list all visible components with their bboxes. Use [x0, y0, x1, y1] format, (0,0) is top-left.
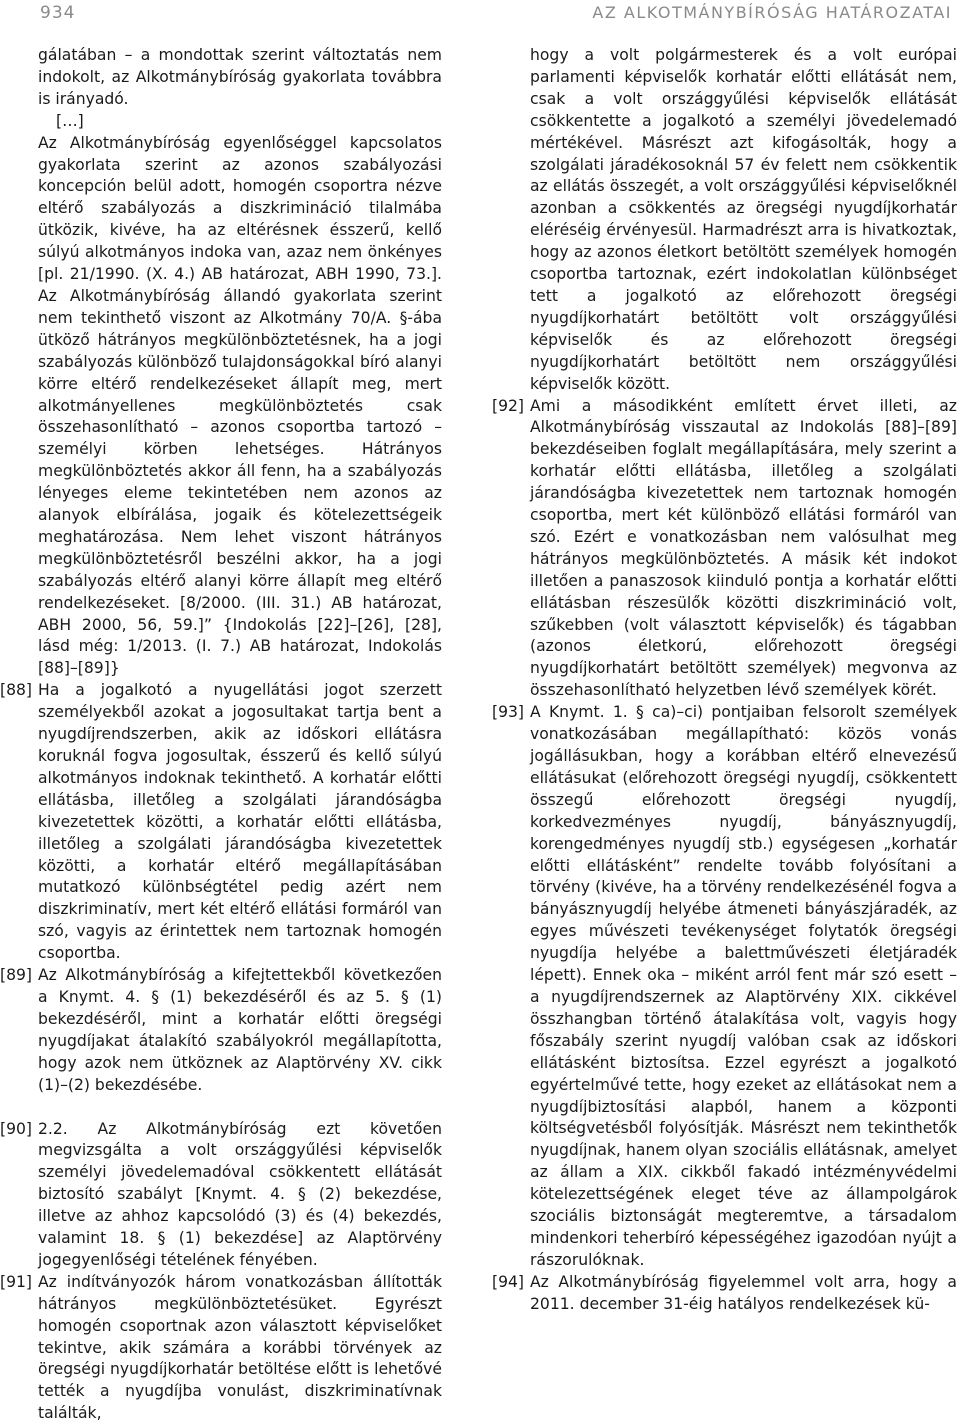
paragraph-94	[492, 1272, 957, 1316]
paragraph-number: [94]	[492, 1272, 525, 1291]
paragraph-text: Az Alkotmánybíróság a kifejtettekből következően a Knymt. 4. § (1) bekezdéséről és az 5. § (1) bekezdéséről, mint a korhatár előtti öregségi nyugdíjakat átalakító szabályokról megállapította, hogy azok nem ütköznek az Alaptörvény XV. cikk (1)–(2) bekezdésébe.	[38, 966, 442, 1094]
left-column	[0, 45, 442, 1425]
page-number: 934	[40, 3, 76, 23]
paragraph-text: 2.2. Az Alkotmánybíróság ezt követően megvizsgálta a volt országgyűlési képviselők személyi jövedelemadóval csökkentett ellátását biztosító szabályt [Knymt. 4. § (2) bekezdése, illetve az ahhoz kapcsolódó (3) és (4) bekezdés, valamint 18. § (1) bekezdése] az Alaptörvény jogegyenlőségi tételének fényében.	[38, 1119, 442, 1269]
paragraph-93	[492, 702, 957, 1272]
continued-text: gálatában – a mondottak szerint változtatás nem indokolt, az Alkotmánybíróság gyakorlata továbbra is irányadó.	[38, 46, 442, 108]
paragraph-89	[0, 965, 442, 1096]
paragraph-text: Ha a jogalkotó a nyugellátási jogot szerzett személyekből azokat a jogosultakat tartja bent a nyugdíjrendszerben, akik az időskori ellátásra koruknál fogva jogosultak, ésszerű és kellő súlyú alkotmányos indoknak tekinthető. A korhatár előtti ellátásba, illetőleg a szolgálati járandóságba kivezetettek közötti, a korhatár előtti ellátásba, illetőleg a szolgálati járandóságba kivezetettek közötti, a korhatár eltérő megállapításában mutatkozó különbségtétel pedig azért nem diszkriminatív, mert két eltérő ellátási formáról van szó, vagyis az érintettek nem tartoznak homogén csoportba.	[38, 681, 442, 963]
paragraph-92	[492, 396, 957, 703]
running-head: AZ ALKOTMÁNYBÍRÓSÁG HATÁROZATAI	[592, 3, 952, 22]
paragraph-text: A Knymt. 1. § ca)–ci) pontjaiban felsorolt személyek vonatkozásában megállapítható: közös vonás jogállásukban, hogy a korábban eltérő elnevezésű ellátásukat (előrehozott öregségi nyugdíj, csökkentett összegű előrehozott öregségi nyugdíj, korkedvezményes nyugdíj, bányásznyugdíj, korengedményes nyugdíj stb.) egységesen „korhatár előtti ellátásként” rendelte tovább folyósítani a törvény (kivéve, ha a törvény rendelkezésénél fogva a bányásznyugdíj helyébe átmeneti bányászjáradék, az egyes művészeti tevékenységet folytatók öregségi nyugdíja helyébe a balettművészeti életjáradék lépett). Ennek oka – miként arról fent már szó esett – a nyugdíjrendszernek az Alaptörvény XIX. cikkével összhangban történő átalakítása volt, vagyis hogy főszabály szerint nyugdíj valóban csak az időskori ellátásként biztosítsa. Ezzel egyrészt a jogalkotó egyértelművé tette, hogy ezeket az ellátásokat nem a nyugdíjbiztosítási alapból, hanem a központi költségvetésből folyósítják. Másrészt nem tekinthetők nyugdíjnak, hanem olyan szociális ellátásnak, amelyet az állam a XIX. cikkből fakadó intézményvédelmi kötelezettségének eleget téve az állampolgárok szociális biztonságát megteremtve, a társadalom mindenkori teherbíró képességéhez igazodóan nyújt a rászorulóknak.	[530, 703, 957, 1269]
paragraph-90	[0, 1119, 442, 1272]
block-quote: Az Alkotmánybíróság egyenlőséggel kapcsolatos gyakorlata szerint az azonos szabályozási koncepción belül adott, homogén csoportra nézve eltérő szabályozás a diszkrimináció tilalmába ütközik, kivéve, ha az eltérésnek ésszerű, kellő súlyú alkotmányos indoka van, azaz nem önkényes [pl. 21/1990. (X. 4.) AB határozat, ABH 1990, 73.]. Az Alkotmánybíróság állandó gyakorlata szerint nem tekinthető viszont az Alkotmány 70/A. §-ába ütköző hátrányos megkülönböztetésnek, ha a jogi szabályozás különböző tulajdonságokkal bíró alanyi körre eltérő rendelkezéseket állapít meg, mert alkotmányellenes megkülönböztetés csak összehasonlítható – azonos csoportba tartozó – személyi körben lehetséges. Hátrányos megkülönböztetés akkor áll fenn, ha a szabályozás lényeges eleme tekintetében nem azonos az alanyok elbírálása, jogaik és kötelezettségeik meghatározása. Nem lehet viszont hátrányos megkülönböztetésről beszélni akkor, ha a jogi szabályozás eltérő alanyi körre állapít meg eltérő rendelkezéseket. [8/2000. (III. 31.) AB határozat, ABH 2000, 56, 59.]” {Indokolás [22]–[26], [28], lásd még: 1/2013. (I. 7.) AB határozat, Indokolás [88]–[89]}	[38, 133, 442, 678]
paragraph-number: [91]	[0, 1272, 33, 1291]
continued-text: hogy a volt polgármesterek és a volt európai parlamenti képviselők korhatár előtti ellátását nem, csak a volt országgyűlési képviselők ellátását csökkentette a jogalkotó a személyi jövedelemadó mértékével. Másrészt azt kifogásolták, hogy a szolgálati járadékosoknál 57 év felett nem csökkentik az ellátás összegét, a volt országgyűlési képviselőknél azonban a csökkentés az öregségi nyugdíjkorhatár eléréséig érvényesül. Harmadrészt arra is hivatkoztak, hogy az azonos életkort betöltött személyek homogén csoportba tartoznak, ezért indokolatlan különbséget tett a jogalkotó az előrehozott öregségi nyugdíjkorhatárt betöltött volt országgyűlési képviselők és az előrehozott öregségi nyugdíjkorhatárt betöltött nem országgyűlési képviselők között.	[530, 46, 957, 393]
right-column	[492, 45, 957, 1316]
paragraph-number: [90]	[0, 1119, 33, 1138]
ellipsis: […]	[56, 111, 84, 130]
page-header	[0, 0, 960, 30]
paragraph-text: Az indítványozók három vonatkozásban állították hátrányos megkülönböztetésüket. Egyrészt homogén csoportnak azon választott képviselőket tekintve, akik számára a korábbi törvények az öregségi nyugdíjkorhatár betöltése előtt is lehetővé tették a nyugdíjba vonulást, diszkriminatívnak találták,	[38, 1272, 442, 1423]
paragraph-text: Ami a másodikként említett érvet illeti, az Alkotmánybíróság visszautal az Indokolás [88]–[89] bekezdéseiben foglalt megállapítására, mely szerint a korhatár előtti ellátásba, illetőleg a szolgálati járandóságba kivezetettek nem tartoznak homogén csoportba, mert két különböző ellátási formáról van szó. Ezért e vonatkozásban nem valósulhat meg hátrányos megkülönböztetés. A másik két indokot illetően a panaszosok kiinduló pontja a korhatár előtti ellátásban részesülők közötti diszkrimináció volt, szűkebben (volt választott képviselők) és tágabban (azonos életkorú, előrehozott öregségi nyugdíjkorhatárt betöltött személyek) megvonva az összehasonlítható helyzetben lévő személyek körét.	[530, 396, 957, 700]
paragraph-number: [89]	[0, 966, 33, 985]
paragraph-number: [92]	[492, 396, 525, 415]
section-gap	[0, 1097, 442, 1119]
paragraph-number: [88]	[0, 681, 33, 700]
paragraph-number: [93]	[492, 703, 525, 722]
paragraph-text: Az Alkotmánybíróság figyelemmel volt arra, hogy a 2011. december 31-éig hatályos rendelkezések kü-	[530, 1272, 957, 1313]
paragraph-88	[0, 680, 442, 965]
paragraph-91	[0, 1272, 442, 1425]
